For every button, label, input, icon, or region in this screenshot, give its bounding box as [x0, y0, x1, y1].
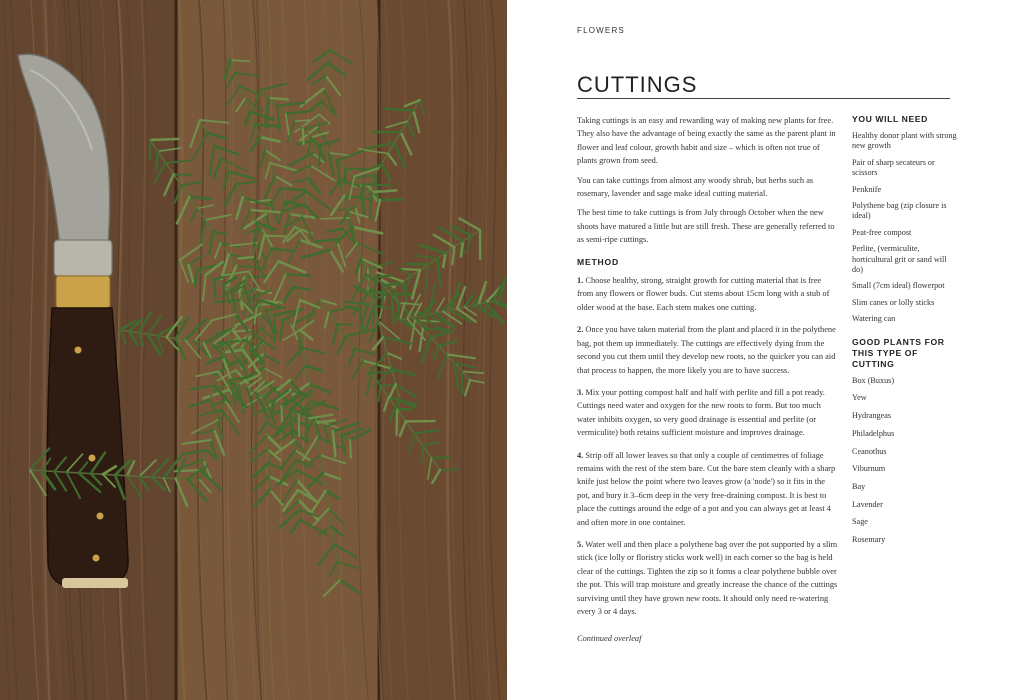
list-item: Healthy donor plant with strong new growth — [852, 131, 957, 151]
method-heading: METHOD — [577, 256, 620, 267]
knife-brass-collar — [56, 276, 110, 308]
list-item: Peat-free compost — [852, 227, 912, 237]
handle-rivet-icon — [75, 347, 82, 354]
list-item: Watering can — [852, 314, 896, 324]
list-item: Yew — [852, 393, 867, 403]
list-item: Hydrangeas — [852, 411, 892, 421]
list-item: Lavender — [852, 499, 883, 509]
running-head: FLOWERS — [577, 26, 625, 35]
handle-rivet-icon — [89, 455, 96, 462]
intro-paragraph: You can take cuttings from almost any woody shrub, but herbs such as rosemary, lavender and sage make ideal cutting material. — [577, 175, 814, 199]
handle-rivet-icon — [93, 555, 100, 562]
step-number: 1. — [577, 276, 584, 286]
step-text: Water well and then place a polythene bag over the pot supported by a slim stick (ice lolly or floristry sticks work well) in each corner so the bag is held clear of the cuttings. Tighten the zip so it forms a clear polythene bubble over the pot. This will trap moisture and greatly increase the chance of the cuttings surviving until they have grown new roots. It should only need re-watering every 3 or 4 days. — [577, 539, 838, 616]
intro-paragraph: The best time to take cuttings is from July through October when the new shoots have matured a little but are still fresh. These are generally referred to as semi-ripe cuttings. — [577, 208, 835, 245]
list-item: Box (Buxus) — [852, 375, 895, 385]
continued-note: Continued overleaf — [577, 634, 642, 644]
main-column — [577, 114, 839, 652]
method-step — [577, 538, 839, 618]
handle-rivet-icon — [97, 513, 104, 520]
page-title: CUTTINGS — [577, 72, 698, 97]
step-number: 3. — [577, 387, 584, 397]
knife-bolster — [54, 240, 112, 276]
list-item: Rosemary — [852, 535, 886, 545]
step-number: 4. — [577, 450, 584, 460]
method-step — [577, 274, 839, 314]
step-text: Strip off all lower leaves so that only a couple of centimetres of foliage remains with the rest of the stem bare. Cut the bare stem cleanly with a sharp knife just below the point where two leaves grow (a 'node') so it fits in the pot, and bury it 3–6cm deep in the very free-draining compost. It is best to place the cuttings around the edge of a pot and you can always get at least 4 and often more in one container. — [577, 450, 836, 527]
list-item: Sage — [852, 517, 868, 527]
list-item: Viburnum — [852, 464, 886, 474]
list-item: Pair of sharp secateurs or scissors — [852, 157, 935, 178]
step-number: 2. — [577, 325, 584, 335]
method-step — [577, 449, 839, 529]
list-item: Perlite, (vermiculite, horticultural grit or sand will do) — [852, 244, 947, 275]
knife-handle — [47, 308, 128, 586]
title-rule — [577, 98, 950, 99]
list-item: Polythene bag (zip closure is ideal) — [852, 201, 947, 221]
step-text: Once you have taken material from the plant and placed it in the polythene bag, pot them up immediately. The cuttings are effectively dying from the second you cut them until they develop new roots, so the quicker you can aid that process to happen, the more likely you are to have success. — [577, 325, 836, 375]
list-item: Small (7cm ideal) flowerpot — [852, 281, 945, 291]
step-text: Choose healthy, strong, straight growth for cutting material that is free from any flowers or flower buds. Cut stems about 15cm long with a stub of older wood at the base. Each stem makes one cutting. — [577, 276, 830, 312]
list-item: Slim canes or lolly sticks — [852, 297, 935, 307]
method-step — [577, 323, 839, 377]
step-text: Mix your potting compost half and half with perlite and fill a pot ready. Cuttings need water and oxygen for the new roots to form. But too much water inhibits oxygen, so very good drainage is essential and perlite (or vermiculite) both retains sufficient moisture and improves drainage. — [577, 387, 825, 438]
list-item: Penknife — [852, 184, 882, 194]
list-item: Philadelphus — [852, 428, 895, 438]
knife-end-cap — [62, 578, 128, 588]
good-plants-list — [852, 376, 957, 546]
you-will-need-list — [852, 131, 957, 325]
intro-paragraph: Taking cuttings is an easy and rewarding way of making new plants for free. They also have the advantage of being exactly the same as the parent plant in flower and leaf colour, growth habit and size – which is often not true of plants grown from seed. — [577, 116, 836, 166]
step-number: 5. — [577, 539, 584, 549]
sidebar — [852, 114, 957, 553]
list-item: Bay — [852, 481, 866, 491]
good-plants-heading: GOOD PLANTS FOR THIS TYPE OF CUTTING — [852, 336, 945, 369]
list-item: Ceanothus — [852, 446, 887, 456]
method-step — [577, 386, 839, 440]
text-page — [507, 0, 1014, 700]
you-will-need-heading: YOU WILL NEED — [852, 114, 928, 124]
